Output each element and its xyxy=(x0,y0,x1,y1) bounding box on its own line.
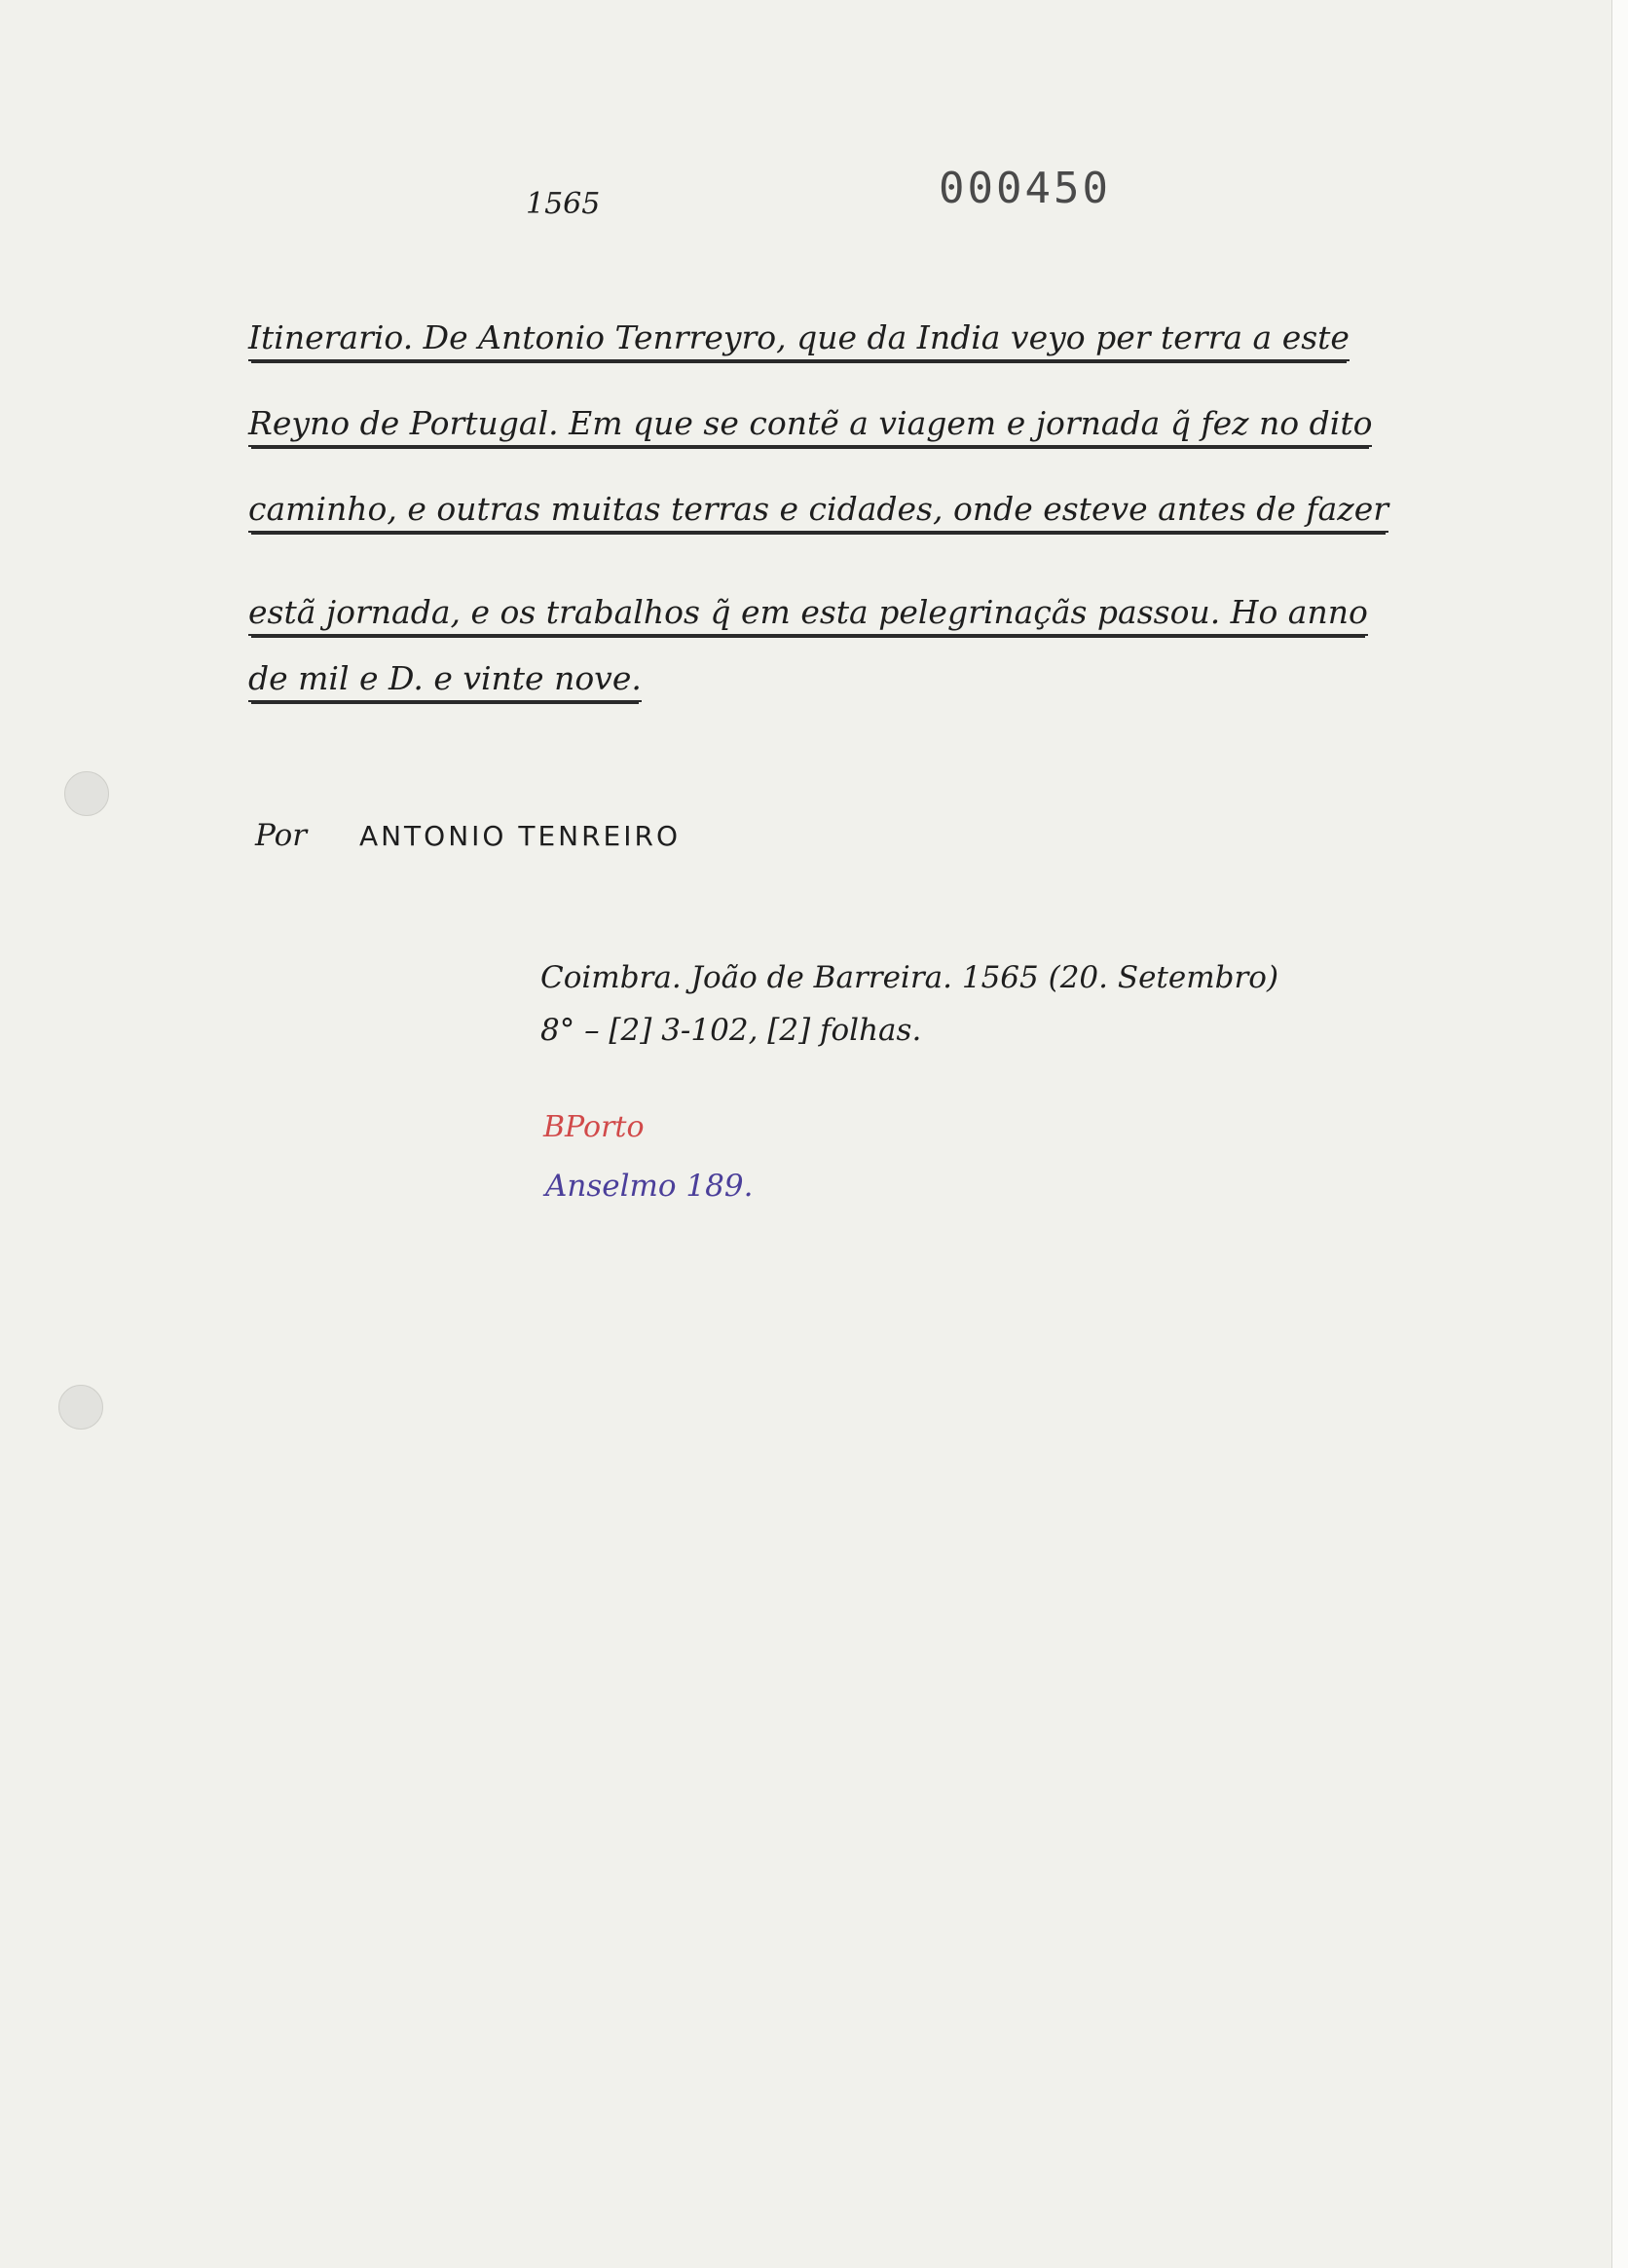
punch-hole-bottom xyxy=(58,1385,103,1430)
catalog-reference: Anselmo 189. xyxy=(545,1169,754,1204)
title-line-4: estã jornada, e os trabalhos q̃ em esta pelegrinaçãs passou. Ho anno xyxy=(248,596,1368,636)
reference-number: 000450 xyxy=(939,164,1111,213)
title-line-3: caminho, e outras muitas terras e cidades, onde esteve antes de fazer xyxy=(248,493,1388,533)
title-line-1: Itinerario. De Antonio Tenrreyro, que da India veyo per terra a este xyxy=(248,321,1350,361)
record-year: 1565 xyxy=(526,187,601,221)
paper-edge xyxy=(1611,0,1628,2268)
imprint: Coimbra. João de Barreira. 1565 (20. Setembro) xyxy=(540,960,1279,995)
collation: 8° – [2] 3-102, [2] folhas. xyxy=(540,1013,922,1048)
holding-library: BPorto xyxy=(543,1110,645,1144)
author-name: ANTONIO TENREIRO xyxy=(358,820,681,852)
author-prefix: Por xyxy=(255,818,308,853)
title-line-5: de mil e D. e vinte nove. xyxy=(248,662,642,702)
title-line-2: Reyno de Portugal. Em que se contẽ a viagem e jornada q̃ fez no dito xyxy=(248,407,1372,447)
author-statement xyxy=(255,818,681,853)
punch-hole-top xyxy=(64,771,109,816)
